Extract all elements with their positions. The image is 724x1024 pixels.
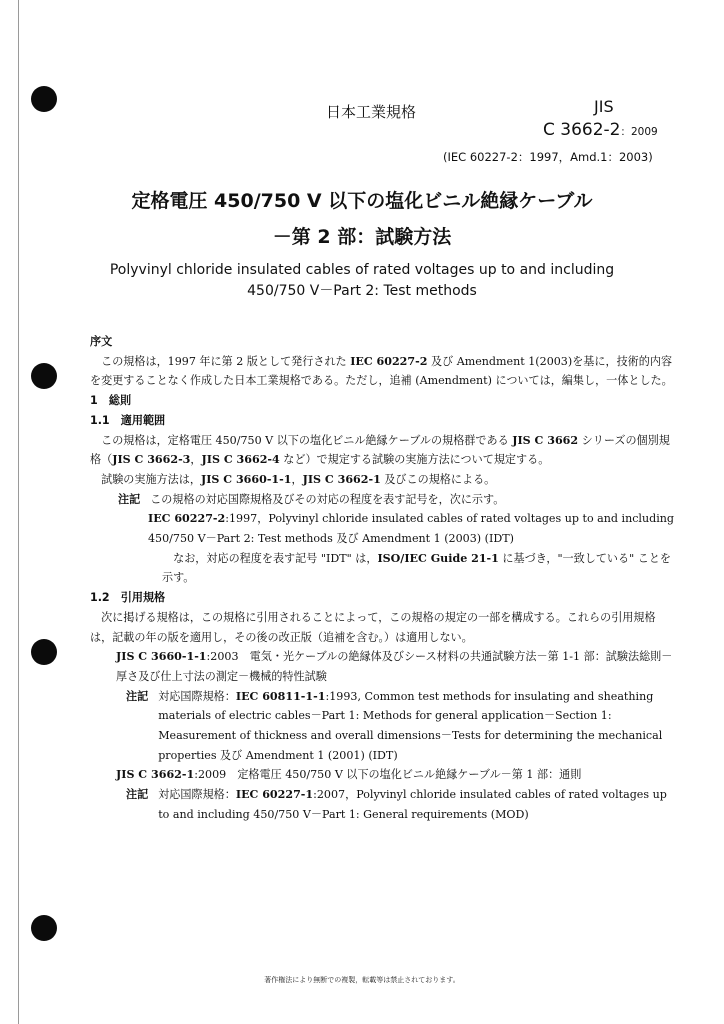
note: 注記 対応国際規格：IEC 60811-1-1:1993, Common test methods for insulating and sheathing materials of electric cables－Part 1: Methods for general application－Section 1: Measurement of thickness and overall dimensions－Tests for determining the mechanical properties 及び Amendment 1 (2001) (IDT): [126, 689, 663, 762]
standard-number: C 3662-2：2009: [543, 120, 658, 140]
note: 注記 この規格の対応国際規格及びその対応の程度を表す記号を，次に示す。: [118, 492, 505, 506]
foreword-heading: 序文: [90, 335, 113, 348]
punch-hole: [31, 363, 57, 389]
copyright-footer: 著作権法により無断での複製，転載等は禁止されております。: [264, 976, 460, 984]
normative-refs-paragraph: 次に掲げる規格は，この規格に引用されることによって，この規格の規定の一部を構成する。これらの引用規格は，記載の年の版を適用し，その後の改正版（追補を含む。）は適用しない。: [90, 610, 656, 644]
punch-hole: [31, 915, 57, 941]
section-1-1-heading: 1.1 適用範囲: [90, 413, 166, 427]
idt-explanation: なお，対応の程度を表す記号 "IDT" は，ISO/IEC Guide 21-1 に基づき，"一致している" ことを示す。: [162, 551, 672, 585]
punch-hole: [31, 639, 57, 665]
test-method-paragraph: 試験の実施方法は，JIS C 3660-1-1，JIS C 3662-1 及びこの規格による。: [101, 472, 496, 486]
section-1-2-heading: 1.2 引用規格: [90, 591, 166, 605]
international-standard-ref: IEC 60227-2:1997，Polyvinyl chloride insulated cables of rated voltages up to and including 450/750 V－Part 2: Test methods 及び Amendment 1 (2003) (IDT): [148, 512, 675, 546]
page-edge: [18, 0, 19, 1024]
jis-label: JIS: [594, 97, 614, 116]
referenced-standard: JIS C 3660-1-1:2003 電気・光ケーブルの絶縁体及びシース材料の共通試験方法－第 1-1 部：試験法総則－厚さ及び仕上寸法の測定－機械的特性試験: [116, 650, 673, 683]
punch-hole: [31, 86, 57, 112]
section-1-heading: 1 総則: [90, 394, 132, 408]
scope-paragraph: この規格は，定格電圧 450/750 V 以下の塩化ビニル絶縁ケーブルの規格群である JIS C 3662 シリーズの個別規格（JIS C 3662-3，JIS C 3662-4 など）で規定する試験の実施方法について規定する。: [90, 433, 670, 467]
note: 注記 対応国際規格：IEC 60227-1:2007，Polyvinyl chloride insulated cables of rated voltages up to and including 450/750 V－Part 1: General requirements (MOD): [126, 788, 667, 821]
document-title-ja: 定格電圧 450/750 V 以下の塩化ビニル絶縁ケーブル: [131, 190, 593, 212]
document-body: [90, 332, 676, 825]
iec-reference: (IEC 60227-2：1997，Amd.1：2003): [443, 150, 653, 164]
referenced-standard: JIS C 3662-1:2009 定格電圧 450/750 V 以下の塩化ビニル絶縁ケーブル－第 1 部：通則: [116, 768, 582, 782]
document-title-en: Polyvinyl chloride insulated cables of rated voltages up to and including 450/750 V－Part 2: Test methods: [109, 262, 615, 299]
document-subtitle-ja: －第 2 部：試験方法: [272, 226, 452, 248]
standard-category: 日本工業規格: [326, 103, 417, 121]
foreword-text: この規格は，1997 年に第 2 版として発行された IEC 60227-2 及び Amendment 1(2003)を基に，技術的内容を変更することなく作成した日本工業規格である。ただし，追補 (Amendment) については，編集し，一体とした。: [90, 354, 673, 388]
